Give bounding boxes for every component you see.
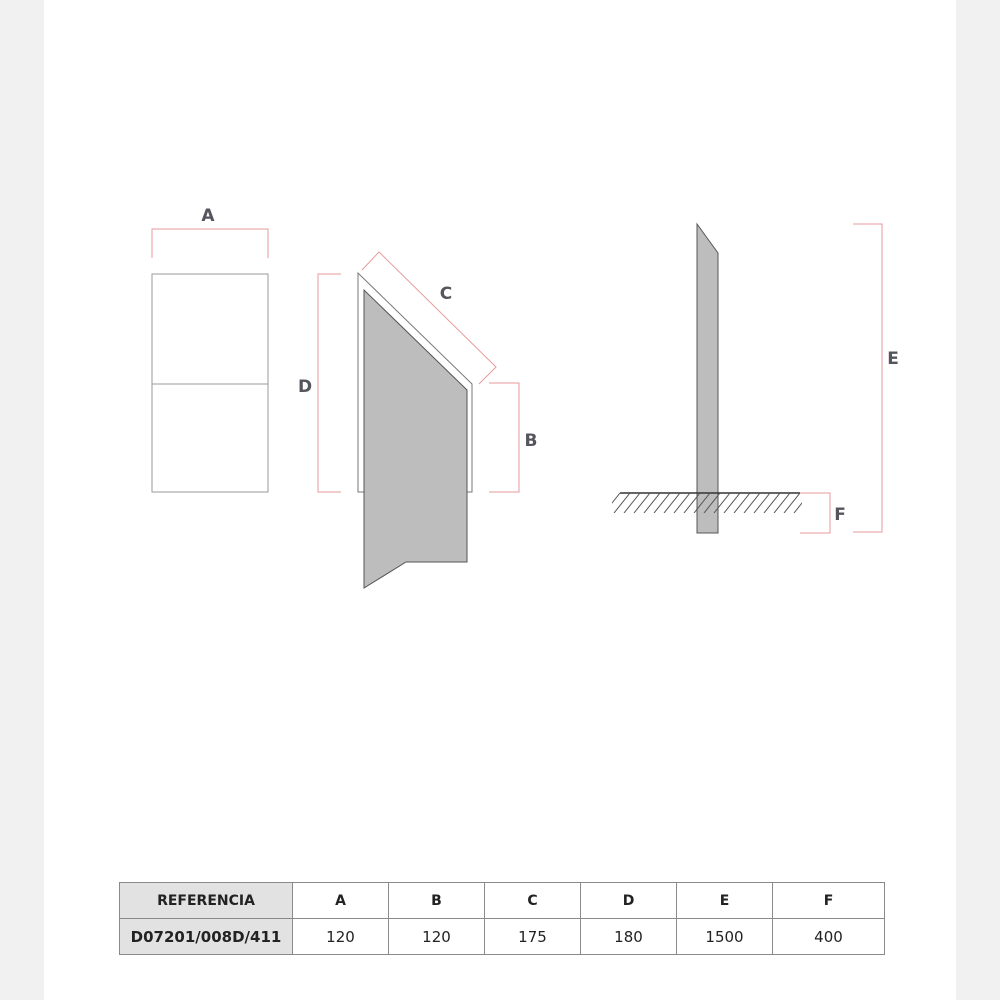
angled-view: [298, 252, 538, 588]
post: [697, 224, 718, 533]
value-f: 400: [773, 919, 885, 955]
post-view: [604, 224, 899, 533]
sign-front-outline: [152, 274, 268, 492]
dimension-f-label: F: [834, 505, 846, 525]
dimension-c-label: C: [439, 284, 453, 304]
dimension-a-bracket: [152, 229, 268, 258]
dimension-d-bracket: [318, 274, 341, 492]
header-e: E: [677, 883, 773, 919]
header-d: D: [581, 883, 677, 919]
header-referencia: REFERENCIA: [120, 883, 293, 919]
value-c: 175: [485, 919, 581, 955]
reference-code: D07201/008D/411: [120, 919, 293, 955]
header-f: F: [773, 883, 885, 919]
value-a: 120: [293, 919, 389, 955]
dimensions-table: [119, 882, 885, 955]
dimension-a-label: A: [201, 206, 215, 226]
dimension-b-label: B: [524, 431, 538, 451]
value-d: 180: [581, 919, 677, 955]
value-b: 120: [389, 919, 485, 955]
table-row: [120, 919, 885, 955]
dimension-e-bracket: [853, 224, 882, 532]
dimension-f-bracket: [800, 493, 830, 533]
front-view: [152, 206, 268, 492]
header-a: A: [293, 883, 389, 919]
value-e: 1500: [677, 919, 773, 955]
header-c: C: [485, 883, 581, 919]
dimension-b-bracket: [489, 383, 519, 492]
table-header-row: [120, 883, 885, 919]
dimension-e-label: E: [887, 349, 899, 369]
header-b: B: [389, 883, 485, 919]
dimension-d-label: D: [297, 377, 313, 397]
